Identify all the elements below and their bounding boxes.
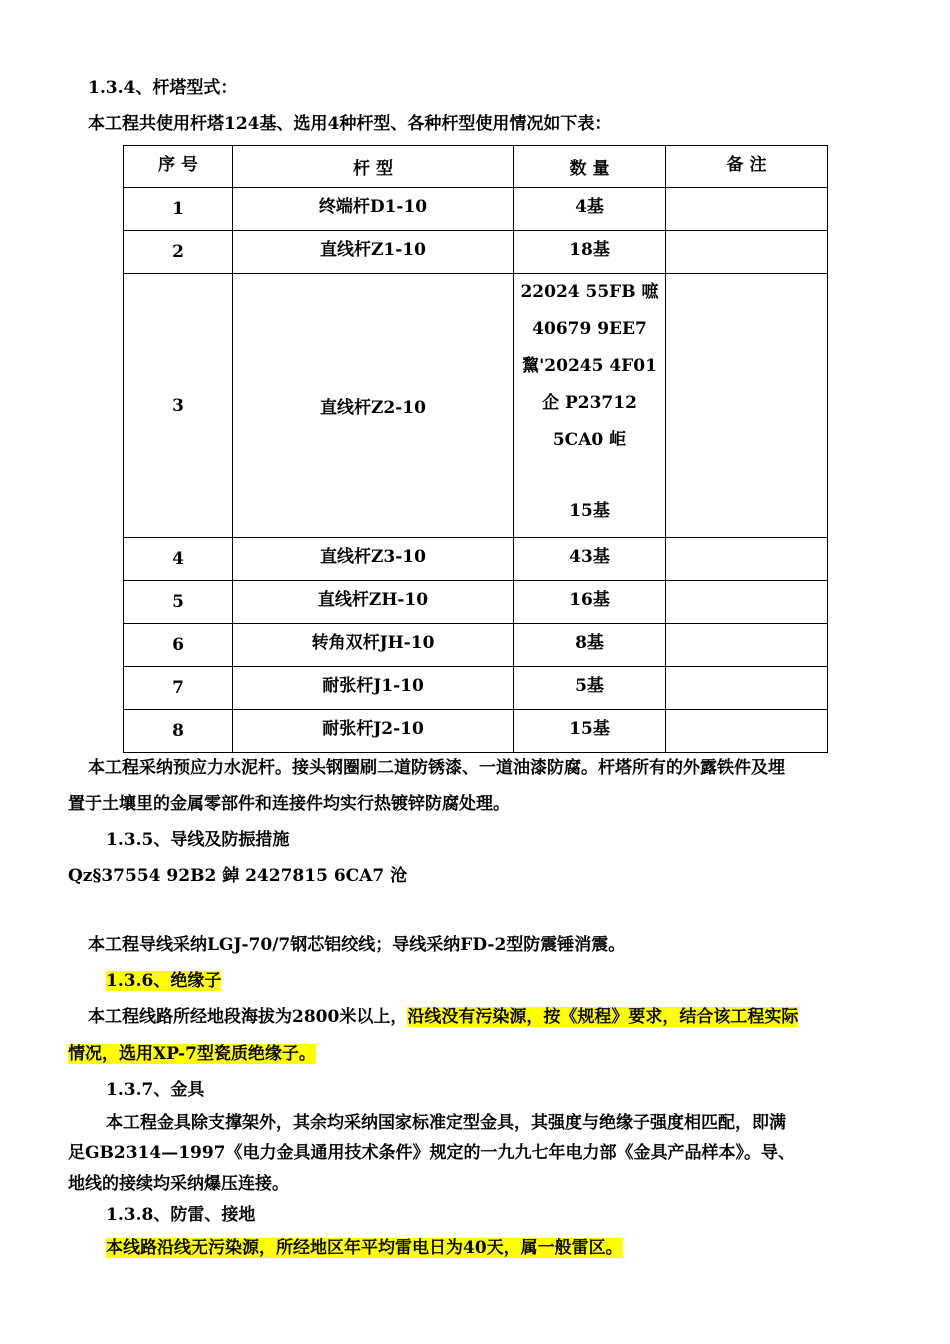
row-qty [514,274,666,538]
section-1-3-4-intro: 本工程共使用杆塔124基、选用4种杆型、各种杆型使用情况如下表： [88,114,612,134]
row-type: 直线杆Z3-10 [233,538,514,581]
row-no: 7 [124,667,233,710]
row-type: 耐张杆J1-10 [233,667,514,710]
row-qty: 8基 [514,624,666,667]
row-note [666,231,828,274]
section-1-3-6-body-line-2 [68,1042,316,1066]
pole-type-table [123,145,828,753]
body-highlighted: 沿线没有污染源，按《规程》要求，结合该工程实际 [407,1007,799,1027]
row-qty: 4基 [514,188,666,231]
row-type: 直线杆Z2-10 [233,274,514,538]
row-note [666,274,828,538]
row-type: 直线杆Z1-10 [233,231,514,274]
section-1-3-7-body-line-3: 地线的接续均采纳爆压连接。 [68,1174,289,1194]
section-1-3-4-body-line-2: 置于土壤里的金属零部件和连接件均实行热镀锌防腐处理。 [68,794,510,814]
highlighted-title: 1.3.6、绝缘子 [106,971,222,991]
section-1-3-4-body-line-1: 本工程采纳预应力水泥杆。接头钢圈刷二道防锈漆、一道油漆防腐。杆塔所有的外露铁件及埋 [88,758,785,778]
section-1-3-5-title: 1.3.5、导线及防振措施 [106,830,290,850]
row-note [666,667,828,710]
row-no: 3 [124,274,233,538]
row-note [666,710,828,753]
section-1-3-7-body-line-2: 足GB2314—1997《电力金具通用技术条件》规定的一九九七年电力部《金具产品样本》。导、 [68,1143,796,1163]
row-note [666,624,828,667]
row-qty: 5基 [514,667,666,710]
qty-line: 22024 55FB 嗻 [520,282,659,302]
row-no: 6 [124,624,233,667]
qty-garbled-text [514,274,665,459]
section-1-3-7-body-line-1: 本工程金具除支撑架外，其余均采纳国家标准定型金具，其强度与绝缘子强度相匹配，即满 [106,1113,786,1133]
qty-line: 5CA0 岠 [552,430,627,450]
header-qty: 数 量 [514,146,666,188]
table-row [124,710,828,753]
table-header-row [124,146,828,188]
row-qty: 15基 [514,710,666,753]
body-plain: 本工程线路所经地段海拔为2800米以上， [88,1007,408,1027]
section-1-3-4-title: 1.3.4、杆塔型式： [88,78,238,98]
table-row [124,274,828,538]
row-note [666,538,828,581]
row-qty: 18基 [514,231,666,274]
section-1-3-5-body: 本工程导线采纳LGJ-70/7钢芯铝绞线；导线采纳FD-2型防震锤消震。 [88,935,626,955]
qty-line: 企 P23712 [542,393,637,413]
row-qty: 16基 [514,581,666,624]
header-note: 备 注 [666,146,828,188]
row-no: 5 [124,581,233,624]
table-row [124,188,828,231]
section-1-3-8-body [106,1236,623,1260]
row-no: 8 [124,710,233,753]
row-note [666,581,828,624]
row-type: 直线杆ZH-10 [233,581,514,624]
row-type: 转角双杆JH-10 [233,624,514,667]
row-no: 4 [124,538,233,581]
table-row [124,231,828,274]
row-type: 终端杆D1-10 [233,188,514,231]
qty-value: 15基 [569,501,610,521]
section-1-3-5-garbled: Qz§37554 92B2 鋽 2427815 6CA7 沧 [68,866,408,886]
table-row [124,581,828,624]
section-1-3-6-body-line-1 [88,1005,798,1029]
row-qty: 43基 [514,538,666,581]
qty-line: 40679 9EE7 [532,319,647,339]
row-note [666,188,828,231]
section-1-3-7-title: 1.3.7、金具 [106,1080,205,1100]
table-row [124,538,828,581]
header-type: 杆 型 [233,146,514,188]
body-highlighted: 情况，选用XP-7型瓷质绝缘子。 [68,1044,316,1064]
row-no: 2 [124,231,233,274]
section-1-3-8-title: 1.3.8、防雷、接地 [106,1205,256,1225]
table-row [124,667,828,710]
section-1-3-6-title [106,969,221,993]
header-no: 序 号 [124,146,233,188]
row-no: 1 [124,188,233,231]
table-row [124,624,828,667]
body-highlighted: 本线路沿线无污染源，所经地区年平均雷电日为40天，属一般雷区。 [106,1238,623,1258]
row-type: 耐张杆J2-10 [233,710,514,753]
qty-line: 黧'20245 4F01 [522,356,657,376]
